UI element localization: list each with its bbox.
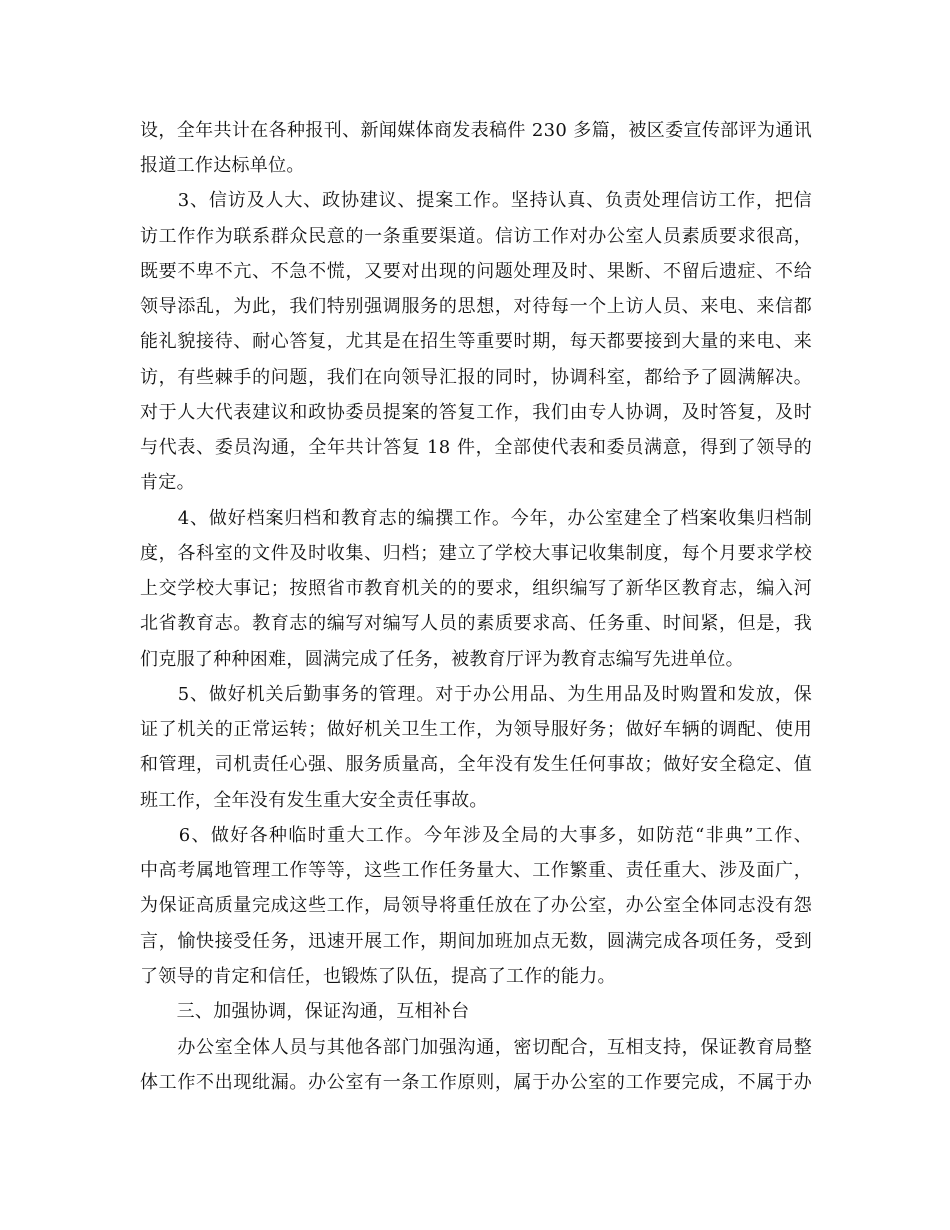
text-line: 对于人大代表建议和政协委员提案的答复工作，我们由专人协调，及时答复，及时 (140, 402, 812, 423)
text-line: 班工作，全年没有发生重大安全责任事故。 (140, 790, 488, 811)
text-line: 访，有些棘手的问题，我们在向领导汇报的同时，协调科室，都给予了圆满解决。 (140, 367, 812, 388)
text-line: 3、信访及人大、政协建议、提案工作。坚持认真、负责处理信访工作，把信 (140, 190, 812, 211)
text-line: 肯定。 (140, 472, 195, 493)
text-line: 们克服了种种困难，圆满完成了任务，被教育厅评为教育志编写先进单位。 (140, 649, 744, 670)
text-line: 证了机关的正常运转；做好机关卫生工作，为领导服好务；做好车辆的调配、使用 (140, 719, 812, 740)
text-line: 4、做好档案归档和教育志的编撰工作。今年，办公室建全了档案收集归档制 (140, 508, 812, 529)
text-line: 和管理，司机责任心强、服务质量高，全年没有发生任何事故；做好安全稳定、值 (140, 754, 812, 775)
text-line: 度，各科室的文件及时收集、归档；建立了学校大事记收集制度，每个月要求学校 (140, 543, 812, 564)
text-line: 上交学校大事记；按照省市教育机关的的要求，组织编写了新华区教育志，编入河 (140, 578, 812, 599)
text-line: 既要不卑不亢、不急不慌，又要对出现的问题处理及时、果断、不留后遗症、不给 (140, 261, 812, 282)
text-line: 与代表、委员沟通，全年共计答复 18 件，全部使代表和委员满意，得到了领导的 (140, 437, 812, 458)
text-line: 北省教育志。教育志的编写对编写人员的素质要求高、任务重、时间紧，但是，我 (140, 613, 812, 634)
text-line: 6、做好各种临时重大工作。今年涉及全局的大事多，如防范“非典”工作、 (140, 825, 812, 846)
text-line: 访工作作为联系群众民意的一条重要渠道。信访工作对办公室人员素质要求很高， (140, 226, 812, 247)
text-line: 领导添乱，为此，我们特别强调服务的思想，对待每一个上访人员、来电、来信都 (140, 296, 812, 317)
text-line: 办公室全体人员与其他各部门加强沟通，密切配合，互相支持，保证教育局整 (140, 1037, 812, 1058)
text-line: 为保证高质量完成这些工作，局领导将重任放在了办公室，办公室全体同志没有怨 (140, 895, 812, 916)
text-line: 体工作不出现纰漏。办公室有一条工作原则，属于办公室的工作要完成，不属于办 (140, 1072, 812, 1093)
text-line: 设，全年共计在各种报刊、新闻媒体商发表稿件 230 多篇，被区委宣传部评为通讯 (140, 120, 812, 141)
text-line: 了领导的肯定和信任，也锻炼了队伍，提高了工作的能力。 (140, 966, 616, 987)
text-line: 报道工作达标单位。 (140, 155, 305, 176)
section-heading: 三、加强协调，保证沟通，互相补台 (140, 1001, 470, 1022)
text-line: 中高考属地管理工作等等，这些工作任务量大、工作繁重、责任重大、涉及面广， (140, 860, 812, 881)
text-line: 5、做好机关后勤事务的管理。对于办公用品、为生用品及时购置和发放，保 (140, 684, 812, 705)
text-line: 能礼貌接待、耐心答复，尤其是在招生等重要时期，每天都要接到大量的来电、来 (140, 331, 812, 352)
text-line: 言，愉快接受任务，迅速开展工作，期间加班加点无数，圆满完成各项任务，受到 (140, 931, 812, 952)
